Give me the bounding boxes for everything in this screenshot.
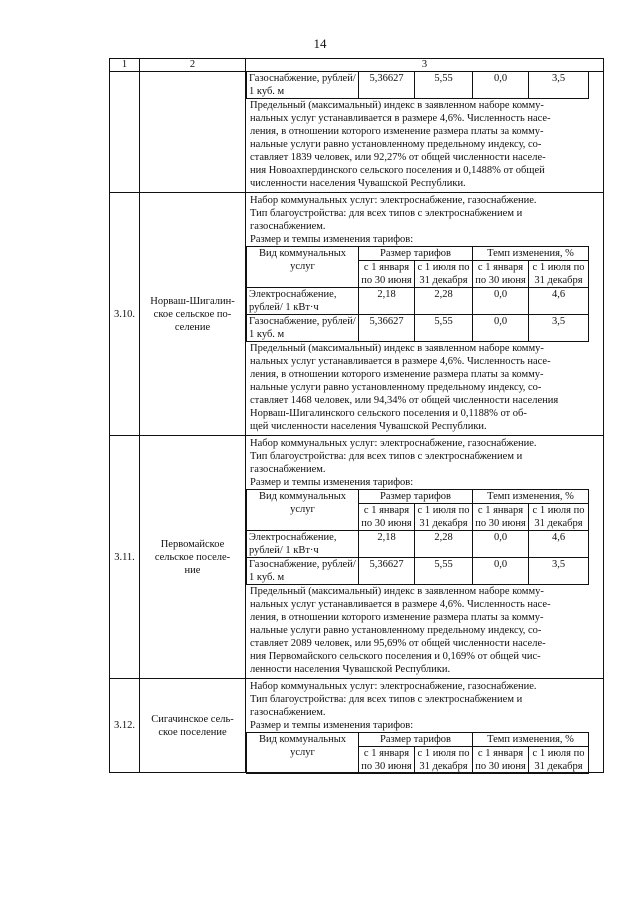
table-row-3-12 [110,679,604,773]
service-electricity: Электроснабжение, рублей/ 1 кВт·ч [247,288,359,315]
tariff-title: Размер и темпы изменения тарифов: [250,720,414,731]
tariff-size-header: Размер тарифов [359,490,473,504]
rate-header: Темп изменения, % [473,247,589,261]
table-row-3-10 [110,193,604,436]
row-number: 3.11. [110,436,140,679]
settlement-name: Первомайское сельское поселе- ние [140,436,246,679]
limit-index-paragraph: Предельный (максимальный) индекс в заявленном наборе комму- нальных услуг устанавливается в размере 4,6%. Численность насе- ления, в отношении которого изменение размера платы за комму- нальные услуги равно установленному предельному индексу, со- ставляет 1468 человек, или 94,34% от общей численности населения Норваш-Шигалинского сельского поселения и 0,1188% от об- щей численности населения Чувашской Республики. [250,343,559,432]
tariff-subtable: Вид коммунальных услуг Размер тарифов Темп изменения, % с 1 января по 30 июня с 1 июля по 31 декабря с 1 января по 30 июня с 1 июля по 31 декабря [246,732,589,774]
row-number: 3.12. [110,679,140,773]
continuation-tariff-table [246,71,589,99]
table-row: Электроснабжение, рублей/ 1 кВт·ч 2,18 2,28 0,0 4,6 [247,531,589,558]
tariff-size-header: Размер тарифов [359,733,473,747]
rate-header: Темп изменения, % [473,733,589,747]
services-set: Набор коммунальных услуг: электроснабжение, газоснабжение. [250,681,537,692]
tariff-title: Размер и темпы изменения тарифов: [250,477,414,488]
header-col-1: 1 [110,59,140,72]
service-gas: Газоснабжение, рублей/ 1 куб. м [247,558,359,585]
service-type-header: Вид коммунальных услуг [247,733,359,774]
services-set: Набор коммунальных услуг: электроснабжение, газоснабжение. [250,195,537,206]
settlement-name: Норваш-Шигалин- ское сельское по- селение [140,193,246,436]
improvement-type: Тип благоустройства: для всех типов с электроснабжением и газоснабжением. [250,451,523,475]
service-electricity: Электроснабжение, рублей/ 1 кВт·ч [247,531,359,558]
table-row: Газоснабжение, рублей/ 1 куб. м 5,36627 5,55 0,0 3,5 [247,315,589,342]
services-set: Набор коммунальных услуг: электроснабжение, газоснабжение. [250,438,537,449]
service-gas: Газоснабжение, рублей/ 1 куб. м [247,315,359,342]
service-gas: Газоснабжение, рублей/ 1 куб. м [247,72,359,99]
settlement-name: Сигачинское сель- ское поселение [140,679,246,773]
header-col-2: 2 [140,59,246,72]
table-row: Газоснабжение, рублей/ 1 куб. м 5,36627 5,55 0,0 3,5 [247,558,589,585]
header-row [110,59,604,72]
table-row-continuation [110,72,604,193]
page-number: 14 [313,36,327,51]
tariff-title: Размер и темпы изменения тарифов: [250,234,414,245]
improvement-type: Тип благоустройства: для всех типов с электроснабжением и газоснабжением. [250,208,523,232]
tariff-size-header: Размер тарифов [359,247,473,261]
header-col-3: 3 [246,59,604,72]
tariff-subtable: Вид коммунальных услуг Размер тарифов Темп изменения, % с 1 января по 30 июня с 1 июля по 31 декабря с 1 января по 30 июня с 1 июля по 31 декабря Электроснабжение, рублей/ 1 кВт·ч 2,18 2,28 0,0 4,6 Газоснабжение, рублей/ 1 куб. м 5,36627 5,55 0,0 3,5 [246,489,589,585]
table-row: Электроснабжение, рублей/ 1 кВт·ч 2,18 2,28 0,0 4,6 [247,288,589,315]
limit-index-paragraph: Предельный (максимальный) индекс в заявленном наборе комму- нальных услуг устанавливается в размере 4,6%. Численность насе- ления, в отношении которого изменение размера платы за комму- нальные услуги равно установленному предельному индексу, со- ставляет 1839 человек, или 92,27% от общей численности населе- ния Новоахпердинского сельского поселения и 0,1488% от общей численности населения Чувашской Республики. [250,100,551,189]
table-row-3-11 [110,436,604,679]
improvement-type: Тип благоустройства: для всех типов с электроснабжением и газоснабжением. [250,694,523,718]
service-type-header: Вид коммунальных услуг [247,247,359,288]
table-row: Газоснабжение, рублей/ 1 куб. м 5,36627 5,55 0,0 3,5 [247,72,589,99]
tariff-table [109,58,604,773]
row-number: 3.10. [110,193,140,436]
limit-index-paragraph: Предельный (максимальный) индекс в заявленном наборе комму- нальных услуг устанавливается в размере 4,6%. Численность насе- ления, в отношении которого изменение размера платы за комму- нальные услуги равно установленному предельному индексу, со- ставляет 2089 человек, или 95,69% от общей численности населе- ния Первомайского сельского поселения и 0,169% от общей чис- ленности населения Чувашской Республики. [250,586,551,675]
service-type-header: Вид коммунальных услуг [247,490,359,531]
rate-header: Темп изменения, % [473,490,589,504]
tariff-subtable: Вид коммунальных услуг Размер тарифов Темп изменения, % с 1 января по 30 июня с 1 июля по 31 декабря с 1 января по 30 июня с 1 июля по 31 декабря Электроснабжение, рублей/ 1 кВт·ч 2,18 2,28 0,0 4,6 Газоснабжение, рублей/ 1 куб. м 5,36627 5,55 0,0 3,5 [246,246,589,342]
